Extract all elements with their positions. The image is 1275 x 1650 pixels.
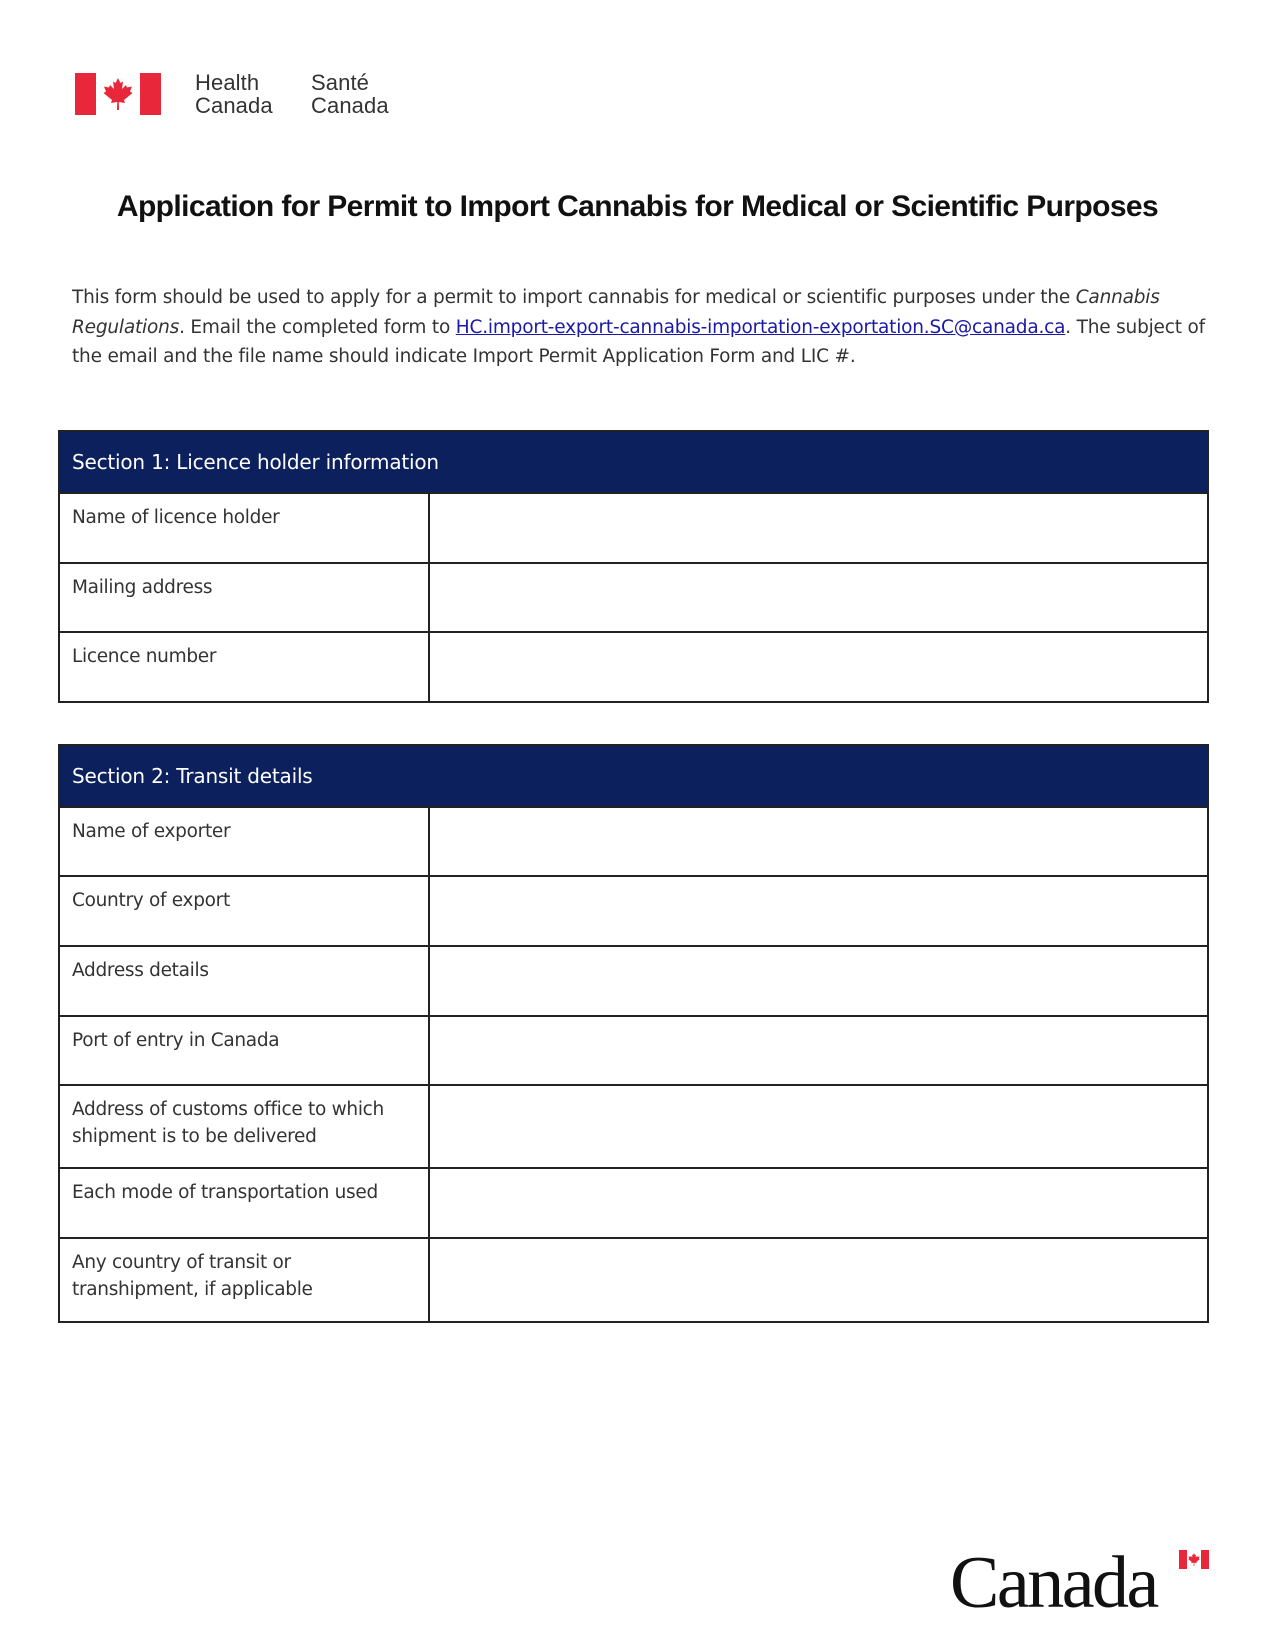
port-of-entry-input[interactable] [430,1017,1207,1084]
mailing-address-input[interactable] [430,564,1207,631]
section-licence-holder [58,430,1209,703]
exporter-name-input[interactable] [430,808,1207,875]
field-label: Mailing address [60,564,430,631]
section-header: Section 1: Licence holder information [60,432,1207,494]
field-label: Licence number [60,633,430,701]
section-header: Section 2: Transit details [60,746,1207,808]
regulations-name: Cannabis Regulations [72,287,1160,338]
canada-wordmark: Canada [950,1548,1210,1618]
form-row [60,947,1207,1017]
field-label: Any country of transit or transhipment, if applicable [60,1239,430,1321]
country-of-export-input[interactable] [430,877,1207,945]
address-details-input[interactable] [430,947,1207,1015]
form-row [60,494,1207,564]
transportation-mode-input[interactable] [430,1169,1207,1237]
canada-flag-icon [75,73,161,115]
form-row [60,1239,1207,1321]
customs-office-address-input[interactable] [430,1086,1207,1167]
form-row [60,1017,1207,1086]
canada-flag-icon [1179,1550,1209,1569]
field-label: Address of customs office to which shipment is to be delivered [60,1086,430,1167]
form-row [60,564,1207,633]
form-row [60,877,1207,947]
licence-holder-name-input[interactable] [430,494,1207,562]
email-link[interactable]: HC.import-export-cannabis-importation-exportation.SC@canada.ca [455,316,1066,338]
page-title: Application for Permit to Import Cannabis for Medical or Scientific Purposes [116,190,1159,223]
licence-number-input[interactable] [430,633,1207,701]
field-label: Name of exporter [60,808,430,875]
section-transit-details [58,744,1209,1323]
form-row [60,633,1207,701]
form-row [60,1169,1207,1239]
field-label: Country of export [60,877,430,945]
transit-country-input[interactable] [430,1239,1207,1321]
field-label: Address details [60,947,430,1015]
field-label: Port of entry in Canada [60,1017,430,1084]
form-row [60,808,1207,877]
field-label: Name of licence holder [60,494,430,562]
signature-english: Health Canada [195,70,273,118]
signature-french: Santé Canada [311,70,389,118]
field-label: Each mode of transportation used [60,1169,430,1237]
health-canada-signature [75,71,415,119]
intro-paragraph: This form should be used to apply for a permit to import cannabis for medical or scientific purposes under the Cannabis Regulations. Email the completed form to HC.import-export-cannabis-importation-exportation.SC@canada.ca. The subject of the email and the file name should indicate Import Permit Application Form and LIC #. [72,287,1205,367]
form-row [60,1086,1207,1169]
